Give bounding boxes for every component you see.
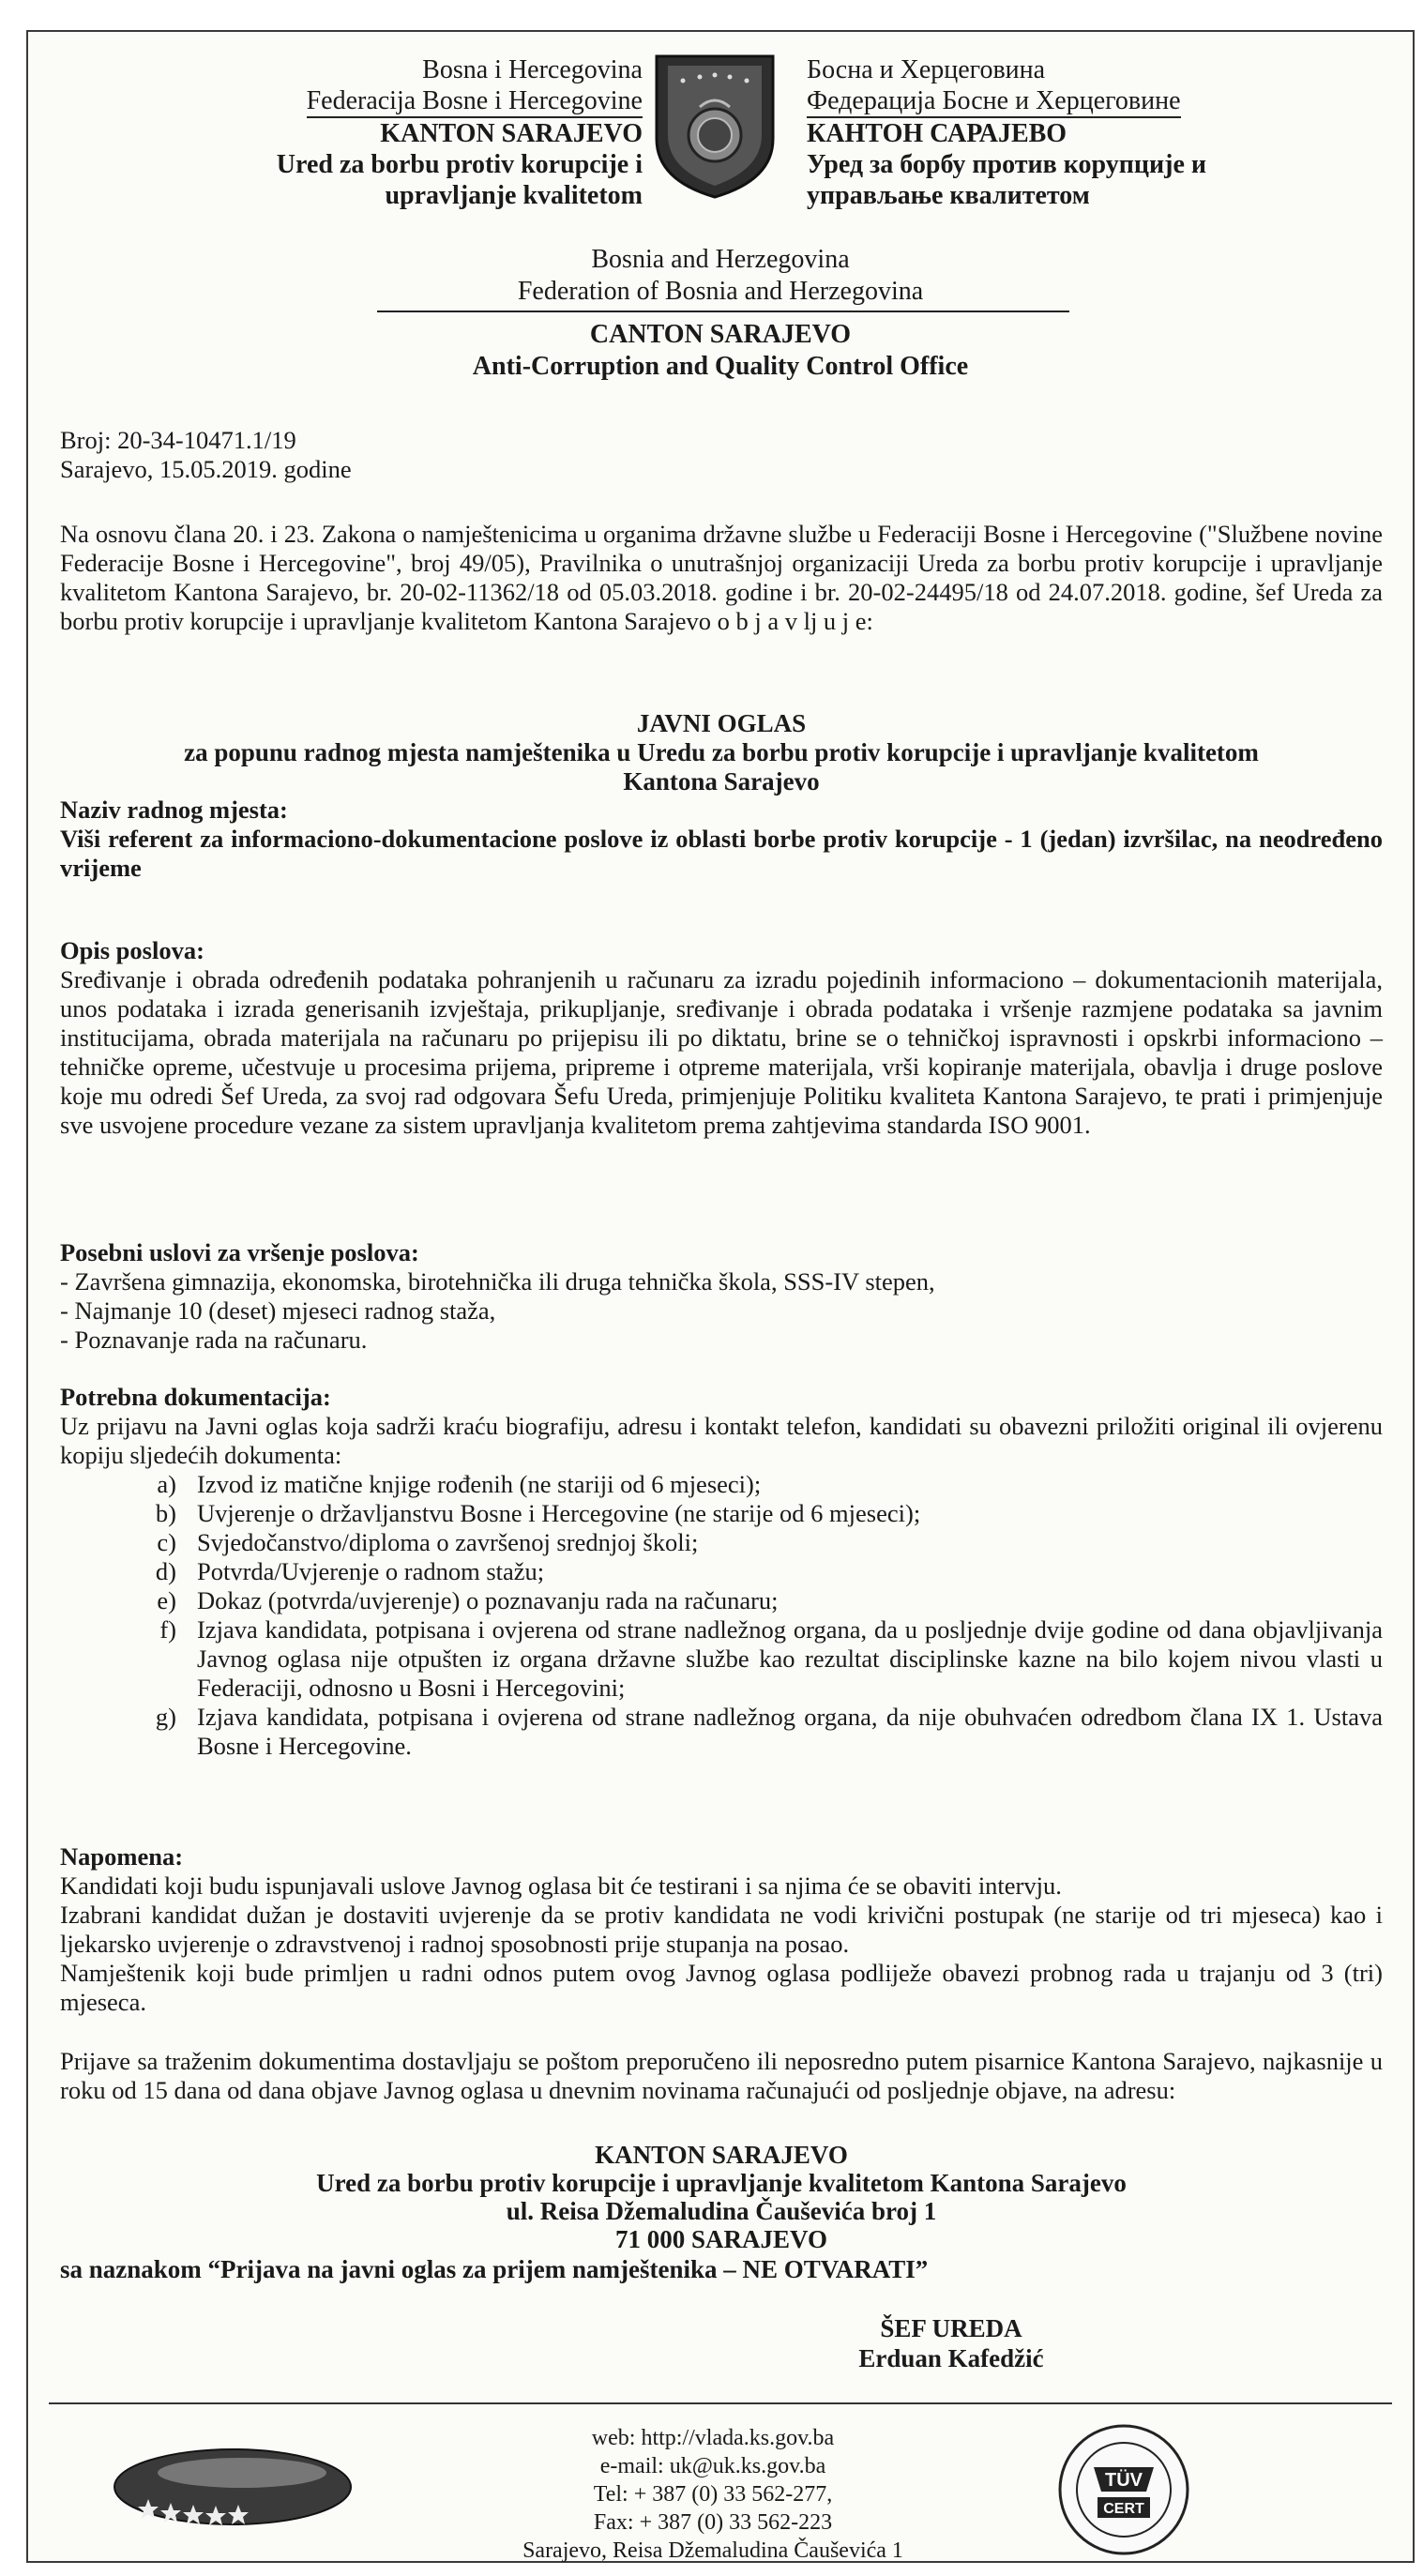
quality-award-emblem-icon — [111, 2445, 355, 2529]
footer-divider — [49, 2402, 1392, 2404]
header-divider — [377, 311, 1069, 312]
condition-item: - Završena gimnazija, ekonomska, birotehnička ili druga tehnička škola, SSS-IV stepen, — [60, 1267, 935, 1296]
footer-tel: Tel: + 387 (0) 33 562-277, — [593, 2482, 833, 2507]
footer-address: Sarajevo, Reisa Džemaludina Čauševića 1 — [522, 2538, 903, 2563]
title-main: JAVNI OGLAS — [636, 709, 807, 737]
conditions-section — [60, 1238, 1383, 1355]
note-section — [60, 1842, 1383, 2017]
header-office-en: Anti-Corruption and Quality Control Office — [472, 352, 969, 381]
reference-date: Sarajevo, 15.05.2019. godine — [60, 455, 352, 483]
document-item: d) Potvrda/Uvjerenje o radnom stažu; — [155, 1557, 545, 1585]
position-section — [60, 796, 1383, 883]
signature-title: ŠEF UREDA — [880, 2314, 1022, 2342]
header-latin — [169, 54, 643, 211]
seal-brand: TÜV — [1105, 2470, 1143, 2491]
documents-list — [60, 1470, 1383, 1761]
header-office-cyr-line2: управљање квалитетом — [807, 181, 1090, 210]
footer-email: e-mail: uk@uk.ks.gov.ba — [599, 2454, 826, 2478]
header-office-line2: upravljanje kvalitetom — [385, 181, 643, 210]
submission-paragraph: Prijave sa traženim dokumentima dostavljaju se poštom preporučeno ili neposredno putem pisarnice Kantona Sarajevo, najkasnije u roku od 15 dana od dana objave Javnog oglasa u dnevnim novinama računajući od posljednje objave, na adresu: — [60, 2047, 1383, 2104]
condition-item: - Poznavanje rada na računaru. — [60, 1326, 368, 1354]
header-cyrillic — [807, 54, 1332, 211]
conditions-heading: Posebni uslovi za vršenje poslova: — [60, 1238, 419, 1266]
note-line: Namještenik koji bude primljen u radni odnos putem ovog Javnog oglasa podliježe obavezi probnog rada u trajanju od 3 (tri) mjeseca. — [60, 1959, 1383, 2016]
header-canton-cyr: КАНТОН САРАЈЕВО — [807, 119, 1067, 148]
document-item: c) Svjedočanstvo/diploma o završenoj srednjoj školi; — [157, 1528, 699, 1556]
intro-paragraph: Na osnovu člana 20. i 23. Zakona o namještenicima u organima državne službe u Federaciji Bosne i Hercegovine ("Službene novine Federacije Bosne i Hercegovine", broj 49/05), Pravilnika o unutrašnjoj organizaciji Ureda za borbu protiv korupcije i upravljanje kvalitetom Kantona Sarajevo, br. 20-02-11362/18 od 05.03.2018. godine i br. 20-02-24495/18 od 24.07.2018. godine, šef Ureda za borbu protiv korupcije i upravljanje kvalitetom Kantona Sarajevo o b j a v lj u j e: — [60, 520, 1383, 635]
address-line: Ured za borbu protiv korupcije i upravljanje kvalitetom Kantona Sarajevo — [316, 2169, 1127, 2197]
position-heading: Naziv radnog mjesta: — [60, 796, 288, 824]
header-country-en: Bosnia and Herzegovina — [591, 245, 850, 274]
header-federation-cyr: Федерација Босне и Херцеговине — [807, 85, 1181, 118]
cantonal-coat-of-arms-icon — [640, 49, 790, 201]
header-country-cyr: Босна и Херцеговина — [807, 55, 1046, 84]
seal-cert: CERT — [1103, 2501, 1144, 2517]
submission-marking: sa naznakom “Prijava na javni oglas za prijem namještenika – NE OTVARATI” — [60, 2255, 929, 2283]
note-line: Izabrani kandidat dužan je dostaviti uvjerenje da se protiv kandidata ne vodi krivični postupak (ne starije od tri mjeseca) kao i ljekarsko uvjerenje o zdravstvenoj i radnoj sposobnosti prije stupanja na posao. — [60, 1901, 1383, 1958]
title-sub-line2: Kantona Sarajevo — [623, 767, 820, 796]
note-line: Kandidati koji budu ispunjavali uslove Javnog oglasa bit će testirani i sa njima će se obaviti intervju. — [60, 1871, 1062, 1900]
reference-number: Broj: 20-34-10471.1/19 — [60, 426, 296, 454]
header-canton-en: CANTON SARAJEVO — [589, 320, 852, 349]
document-item: a) Izvod iz matične knjige rođenih (ne stariji od 6 mjeseci); — [157, 1470, 762, 1498]
document-item: g) Izjava kandidata, potpisana i ovjerena od strane nadležnog organa, da nije obuhvaćen odredbom člana IX 1. Ustava Bosne i Hercegovine. — [155, 1703, 1383, 1760]
announcement-title — [60, 709, 1383, 796]
announcement-page — [26, 30, 1415, 2563]
title-sub-line1: za popunu radnog mjesta namještenika u Uredu za borbu protiv korupcije i upravljanje kvalitetom — [184, 738, 1259, 766]
footer-fax: Fax: + 387 (0) 33 562-223 — [593, 2510, 833, 2535]
header-federation-en: Federation of Bosnia and Herzegovina — [517, 277, 924, 306]
documents-intro: Uz prijavu na Javni oglas koja sadrži kraću biografiju, adresu i kontakt telefon, kandidati su obavezni priložiti original ili ovjerenu kopiju sljedećih dokumenta: — [60, 1412, 1383, 1469]
signature-name: Erduan Kafedžić — [858, 2344, 1044, 2372]
duties-text: Sređivanje i obrada određenih podataka pohranjenih u računaru za izradu pojedinih informaciono – dokumentacionih materijala, unos podataka i izrada generisanih izvještaja, prikupljanje, sređivanje i obrada podataka i vršenje razmjene podataka sa javnim institucijama, obrada materijala na računaru po prijepisu ili po diktatu, brine se o tehničkoj ispravnosti i opskrbi informaciono – tehničke opreme, učestvuje u procesima prijema, pripreme i otpreme materijala, vrši kopiranje materijala, obavlja i druge poslove koje mu odredi Šef Ureda, za svoj rad odgovara Šefu Ureda, primjenjuje Politiku kvaliteta Kantona Sarajevo, te prati i primjenjuje sve usvojene procedure vezane za sistem upravljanja kvalitetom prema zahtjevima standarda ISO 9001. — [60, 965, 1383, 1139]
condition-item: - Najmanje 10 (deset) mjeseci radnog staža, — [60, 1296, 496, 1325]
documents-heading: Potrebna dokumentacija: — [60, 1383, 331, 1411]
header-english-office — [28, 319, 1413, 383]
address-line: 71 000 SARAJEVO — [615, 2225, 827, 2253]
header-country: Bosna i Hercegovina — [422, 55, 643, 84]
documents-section — [60, 1383, 1383, 1761]
header-office-line1: Ured za borbu protiv korupcije i — [276, 150, 643, 179]
header-federation: Federacija Bosne i Hercegovine — [307, 85, 643, 118]
duties-heading: Opis poslova: — [60, 936, 204, 964]
signature-block — [857, 2313, 1045, 2373]
header-english — [28, 244, 1413, 308]
address-line: ul. Reisa Džemaludina Čauševića broj 1 — [506, 2197, 937, 2225]
note-heading: Napomena: — [60, 1842, 184, 1871]
address-line: KANTON SARAJEVO — [595, 2141, 848, 2169]
submission-address — [60, 2141, 1383, 2253]
document-item: b) Uvjerenje o državljanstvu Bosne i Hercegovine (ne starije od 6 mjeseci); — [155, 1499, 921, 1527]
reference-block — [60, 426, 1383, 484]
tuv-cert-seal-icon — [1056, 2422, 1192, 2558]
duties-section — [60, 936, 1383, 1140]
header-office-cyr-line1: Уред за борбу против корупције и — [807, 150, 1207, 179]
footer-web: web: http://vlada.ks.gov.ba — [591, 2426, 835, 2450]
document-item: f) Izjava kandidata, potpisana i ovjerena od strane nadležnog organa, da u posljednje dvije godine od dana objavljivanja Javnog oglasa nije otpušten iz organa državne službe kao rezultat disciplinske kazne na bilo kojem nivou vlasti u Federaciji, odnosno u Bosni i Hercegovini; — [159, 1615, 1383, 1702]
contact-block — [441, 2424, 985, 2565]
document-item: e) Dokaz (potvrda/uvjerenje) o poznavanju rada na računaru; — [157, 1586, 779, 1614]
header-canton: KANTON SARAJEVO — [380, 119, 643, 148]
position-text: Viši referent za informaciono-dokumentacione poslove iz oblasti borbe protiv korupcije - 1 (jedan) izvršilac, na neodređeno vrijeme — [60, 825, 1383, 882]
